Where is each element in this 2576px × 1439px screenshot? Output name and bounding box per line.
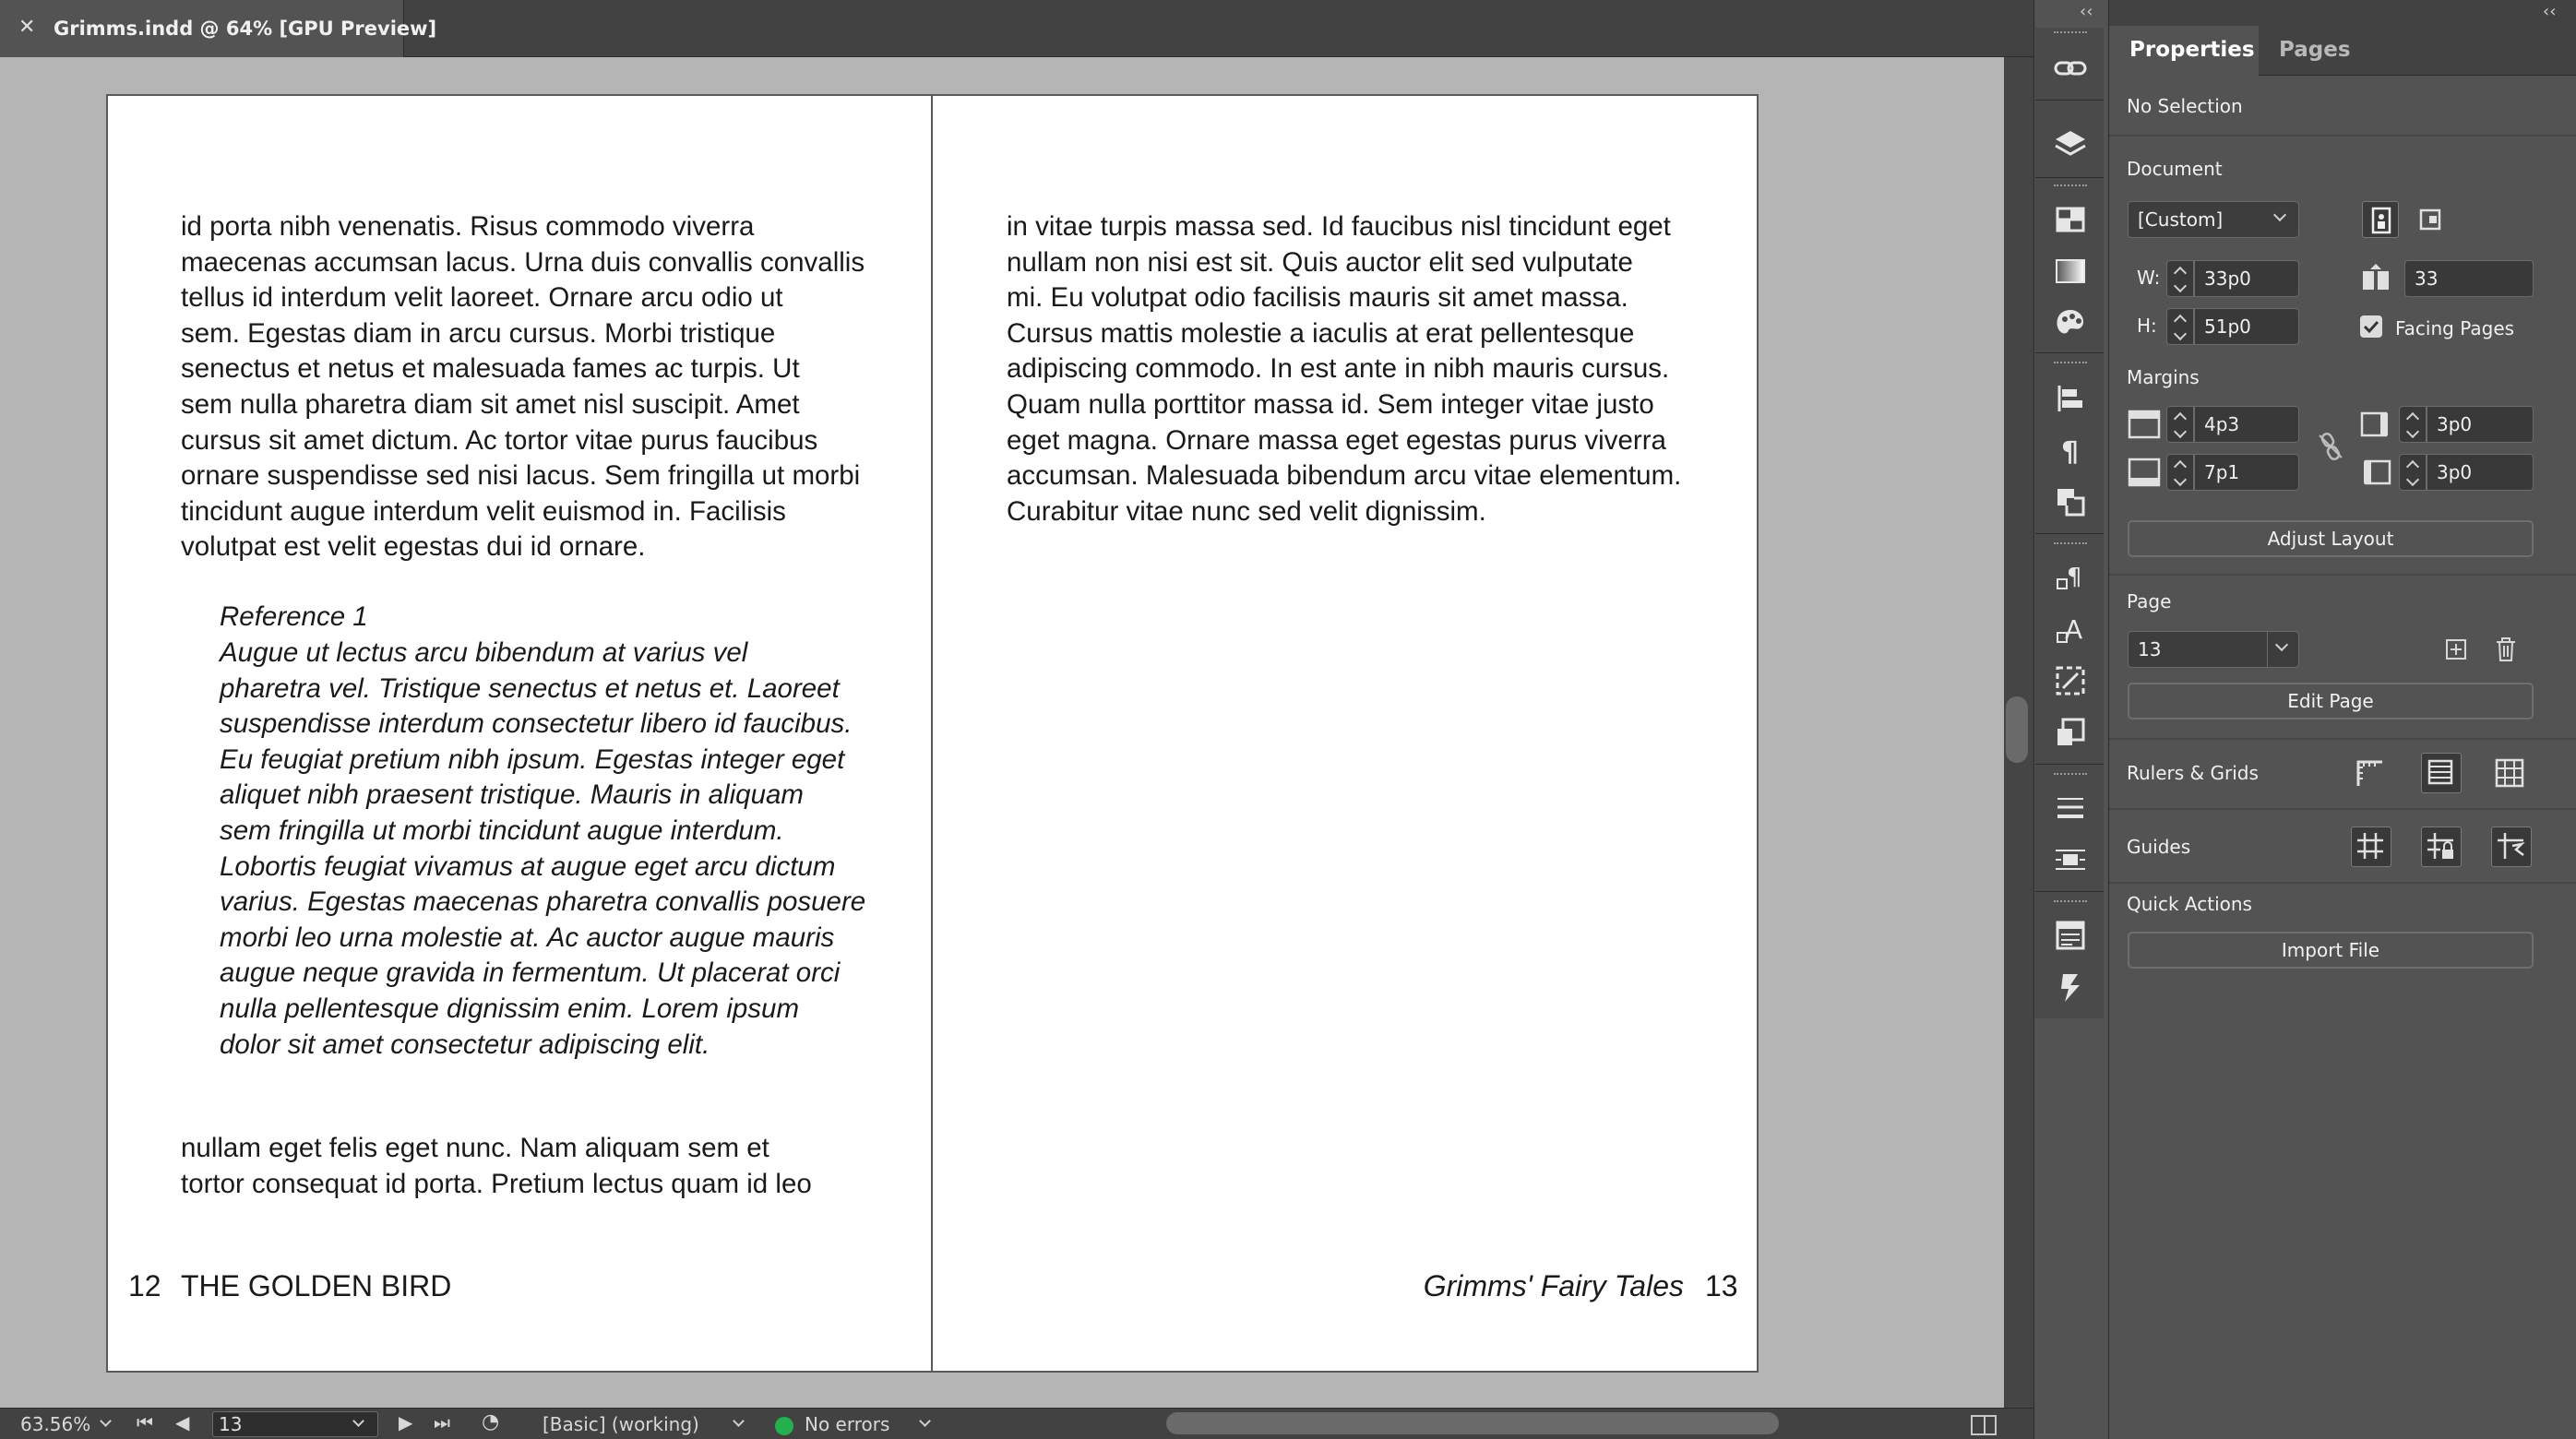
margin-bottom-stepper[interactable] [2166,454,2194,491]
selection-status: No Selection [2127,95,2243,117]
quick-actions-section-heading: Quick Actions [2127,893,2252,915]
edit-page-button[interactable]: Edit Page [2128,683,2534,720]
strip-divider [2035,891,2104,892]
panel-divider [2109,882,2576,884]
strip-grip[interactable] [2054,900,2087,904]
text-line: ornare suspendisse sed nisi lacus. Sem fringilla ut morbi [181,460,861,492]
facing-pages-checkbox[interactable] [2360,315,2382,338]
strip-grip[interactable] [2054,542,2087,546]
preflight-menu-dropdown-icon[interactable] [919,1415,931,1427]
text-line: augue neque gravida in fermentum. Ut placerat orci [220,957,841,989]
link-margins-icon[interactable] [2312,428,2349,465]
next-page-icon[interactable]: ▶ [399,1411,413,1433]
width-field[interactable]: 33p0 [2194,260,2299,297]
width-label: W: [2137,267,2161,289]
collapse-strip-icon[interactable]: ‹‹ [2080,2,2093,21]
document-grid-icon[interactable] [2491,755,2528,791]
rulers-grids-section-heading: Rulers & Grids [2127,762,2259,784]
height-field[interactable]: 51p0 [2194,308,2299,345]
text-line: id porta nibh venenatis. Risus commodo viverra [181,211,755,242]
panel-divider [2109,135,2576,137]
panel-divider [2109,808,2576,810]
margin-inside-field[interactable]: 3p0 [2427,406,2534,443]
page-select-value: 13 [2138,638,2162,660]
text-line: nullam eget felis eget nunc. Nam aliquam sem et [181,1133,769,1163]
page-number-field[interactable]: 13 [212,1411,378,1437]
text-line: nulla pellentesque dignissim enim. Lorem ipsum [220,993,800,1024]
left-running-head: THE GOLDEN BIRD [181,1269,452,1302]
text-line: adipiscing commodo. In est ante in nibh mauris cursus. [1007,353,1670,385]
text-line: accumsan. Malesuada bibendum arcu vitae elementum. [1007,460,1682,492]
rulers-icon[interactable] [2351,755,2388,791]
swatches-icon[interactable] [2050,199,2091,240]
margin-outside-field[interactable]: 3p0 [2427,454,2534,491]
strip-divider [2035,764,2104,765]
text-line: tincidunt augue interdum velit euismod in. Facilisis [181,495,786,527]
text-line: maecenas accumsan lacus. Urna duis convallis convallis [181,246,865,278]
document-tab[interactable] [0,0,437,57]
open-document-page-icon[interactable]: ◔ [482,1410,500,1433]
page-section-heading: Page [2127,590,2172,612]
portrait-orientation-icon[interactable] [2362,201,2399,238]
cc-libraries-icon[interactable] [2050,967,2091,1007]
height-stepper[interactable] [2166,308,2194,345]
margin-top-icon [2126,406,2163,443]
margin-inside-icon [2358,406,2395,443]
table-icon[interactable] [2050,915,2091,956]
first-page-icon[interactable]: ⏮ [137,1411,153,1433]
pathfinder-icon[interactable] [2050,482,2091,522]
tab-pages[interactable]: Pages [2279,38,2351,62]
zoom-dropdown-icon[interactable] [100,1415,112,1427]
transform-icon[interactable] [2050,660,2091,701]
left-tail-text-frame[interactable] [181,1131,812,1202]
document-tab-title[interactable]: Grimms.indd @ 64% [GPU Preview] [54,18,437,40]
preflight-profile-dropdown-icon[interactable] [733,1415,745,1427]
text-line: Quam nulla porttitor massa id. Sem integer vitae justo [1007,388,1654,420]
reference-title: Reference 1 [220,601,368,632]
right-body-text-frame[interactable] [1007,209,1681,529]
show-guides-icon[interactable] [2351,827,2391,867]
close-tab-icon[interactable]: ✕ [18,16,36,39]
strip-grip[interactable] [2054,184,2087,188]
text-line: suspendisse interdum consectetur libero id faucibus. [220,708,853,740]
panel-divider [2109,574,2576,576]
text-line: sem. Egestas diam in arcu cursus. Morbi tristique [181,317,776,349]
text-line: sem fringilla ut morbi tincidunt augue interdum. [220,815,784,846]
margins-section-heading: Margins [2127,366,2200,388]
preflight-status-dot-icon [775,1417,793,1435]
strip-divider [2035,533,2104,534]
text-line: varius. Egestas maecenas pharetra convallis posuere [220,886,866,918]
color-theme-icon[interactable] [2050,303,2091,343]
landscape-orientation-icon[interactable] [2412,201,2449,238]
zoom-level[interactable]: 63.56% [20,1413,91,1435]
svg-text:¶: ¶ [2061,436,2080,469]
text-line: cursus sit amet dictum. Ac tortor vitae purus faucibus [181,424,818,456]
svg-text:A: A [2065,614,2083,645]
text-line: Augue ut lectus arcu bibendum at varius vel [220,637,748,668]
character-styles-icon[interactable] [2050,557,2091,598]
right-running-head: Grimms' Fairy Tales [1423,1269,1684,1302]
paragraph-styles-icon[interactable] [2050,430,2091,470]
margin-top-stepper[interactable] [2166,406,2194,443]
split-window-icon[interactable] [1971,1415,1997,1435]
layers-icon[interactable] [2050,124,2091,164]
panel-header [2109,0,2576,26]
links-icon[interactable] [2050,48,2091,89]
text-frame-options-icon[interactable] [2050,839,2091,880]
strip-grip[interactable] [2054,773,2087,777]
margin-outside-stepper[interactable] [2399,454,2427,491]
preflight-profile[interactable]: [Basic] (working) [543,1413,699,1435]
strip-divider [2035,352,2104,353]
width-stepper[interactable] [2166,260,2194,297]
import-file-button[interactable]: Import File [2128,932,2534,969]
panel-collapse-icon[interactable]: ‹‹ [2543,2,2557,21]
text-line: senectus et netus et malesuada fames ac turpis. Ut [181,353,800,385]
margin-bottom-field[interactable]: 7p1 [2194,454,2299,491]
smart-guides-icon[interactable] [2491,827,2532,867]
lock-guides-icon[interactable] [2421,827,2462,867]
strip-grip[interactable] [2054,31,2087,35]
pages-count-field[interactable]: 33 [2404,260,2534,297]
text-line: mi. Eu volutpat odio facilisis mauris sit amet massa. [1007,282,1628,314]
text-line: volutpat est velit egestas dui id ornare. [181,531,646,563]
text-line: nullam non nisi est sit. Quis auctor elit sed vulputate [1007,246,1633,278]
vertical-scrollbar-thumb[interactable] [2006,696,2028,763]
strip-grip[interactable] [2054,362,2087,365]
document-preset-dropdown[interactable] [2128,201,2299,238]
guides-section-heading: Guides [2127,836,2191,858]
text-line: morbi leo urna molestie at. Ac auctor augue mauris [220,922,835,953]
gradient-icon[interactable] [2050,251,2091,291]
add-page-icon[interactable] [2438,631,2475,668]
stroke-icon[interactable] [2050,788,2091,828]
height-label: H: [2137,315,2157,337]
margin-inside-stepper[interactable] [2399,406,2427,443]
text-line: tortor consequat id porta. Pretium lectus quam id leo [181,1168,812,1199]
svg-text:¶: ¶ [2067,564,2082,591]
last-page-icon[interactable]: ⏭ [434,1411,450,1433]
text-line: Lobortis feugiat vivamus at augue eget arcu dictum [220,850,836,882]
strip-divider [2035,177,2104,178]
text-line: Eu feugiat pretium nibh ipsum. Egestas integer eget [220,743,845,775]
left-body-text-frame[interactable] [181,209,865,565]
document-preset-value: [Custom] [2138,208,2224,231]
adjust-layout-button[interactable]: Adjust Layout [2128,520,2534,557]
text-line: eget magna. Ornare massa eget egestas purus viverra [1007,424,1666,456]
text-line: in vitae turpis massa sed. Id faucibus nisl tincidunt eget [1007,211,1671,242]
preflight-status[interactable]: No errors [805,1413,890,1435]
margin-outside-icon [2358,454,2395,491]
margin-top-field[interactable]: 4p3 [2194,406,2299,443]
horizontal-scrollbar-thumb[interactable] [1166,1412,1779,1434]
page-transition-icon[interactable] [2050,712,2091,753]
text-line: tellus id interdum velit laoreet. Ornare arcu odio ut [181,282,783,314]
text-line: pharetra vel. Tristique senectus et netus et. Laoreet [220,672,840,704]
left-folio-number: 12 [128,1269,161,1302]
text-line: aliquet nibh praesent tristique. Mauris in aliquam [220,779,804,811]
strip-divider [2035,100,2104,101]
right-folio-number: 13 [1705,1269,1738,1302]
dropdown-divider [2267,632,2268,667]
facing-pages-label[interactable]: Facing Pages [2395,317,2515,339]
delete-page-icon[interactable] [2487,631,2524,668]
tab-properties[interactable]: Properties [2109,26,2259,76]
text-line: Cursus mattis molestie a iaculis at erat pellentesque [1007,317,1635,349]
margin-bottom-icon [2126,454,2163,491]
previous-page-icon[interactable]: ◀ [175,1411,190,1433]
text-line: sem nulla pharetra diam sit amet nisl suscipit. Amet [181,388,800,420]
text-wrap-icon[interactable] [2050,609,2091,649]
pages-count-icon [2357,260,2394,297]
document-section-heading: Document [2127,158,2223,180]
align-icon[interactable] [2050,378,2091,419]
panel-divider [2109,738,2576,740]
page-select-dropdown[interactable] [2128,631,2299,668]
baseline-grid-icon[interactable] [2421,753,2462,793]
text-line: Curabitur vitae nunc sed velit dignissim. [1007,495,1486,527]
text-line: dolor sit amet consectetur adipiscing elit. [220,1029,710,1060]
reference-text-frame[interactable] [220,636,865,1063]
